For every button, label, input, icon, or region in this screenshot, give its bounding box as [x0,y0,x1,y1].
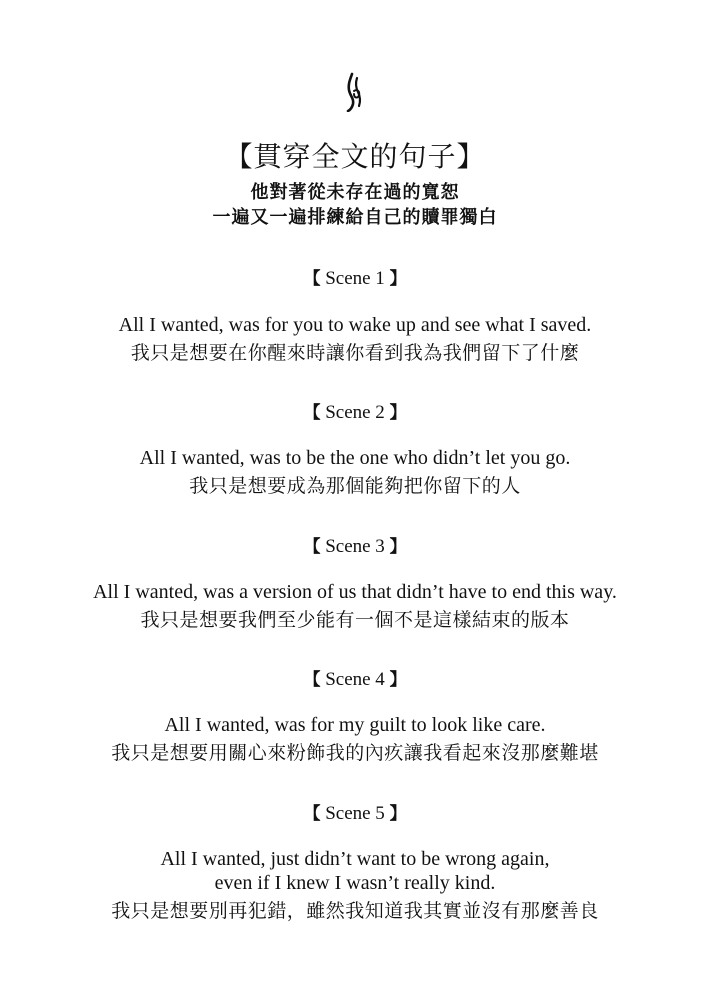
bracket-close: 】 [389,403,407,423]
bracket-close: 】 [389,269,407,289]
bracket-open: 【 [303,269,321,289]
scene-4-label: Scene 4 [325,669,385,690]
scene-5-english-line-1: All I wanted, just didn’t want to be wrong again, [160,848,550,870]
scene-3-heading [0,532,710,558]
scene-1-label: Scene 1 [325,268,385,289]
bracket-open: 【 [303,670,321,690]
scene-3-label: Scene 3 [325,536,385,557]
bracket-open: 【 [303,804,321,824]
bracket-open: 【 [303,537,321,557]
bracket-open: 【 [303,403,321,423]
scene-1-heading [0,264,710,290]
bracket-close: 】 [389,537,407,557]
scene-2-english: All I wanted, was to be the one who didn’t let you go. [139,447,571,469]
scene-2-heading [0,398,710,424]
scene-5-chinese: 我只是想要別再犯錯，雖然我知道我其實並沒有那麼善良 [111,900,599,922]
scene-2-label: Scene 2 [325,402,385,423]
scene-2-chinese: 我只是想要成為那個能夠把你留下的人 [189,475,521,497]
bracket-close: 】 [389,804,407,824]
subtitle-line-2: 一遍又一遍排練給自己的贖罪獨白 [212,207,498,228]
scene-4-heading [0,665,710,691]
scene-3-english: All I wanted, was a version of us that didn’t have to end this way. [93,581,617,603]
scene-4-english: All I wanted, was for my guilt to look like care. [164,714,546,736]
bracket-close: 】 [389,670,407,690]
page-title: 【貫穿全文的句子】 [224,140,486,173]
scene-5-heading [0,799,710,825]
scene-1-chinese: 我只是想要在你醒來時讓你看到我為我們留下了什麼 [130,342,580,364]
scene-5-english-line-2: even if I knew I wasn’t really kind. [214,872,496,894]
scene-5-label: Scene 5 [325,803,385,824]
logo-icon [340,72,370,112]
scene-1-english: All I wanted, was for you to wake up and see what I saved. [118,314,592,336]
subtitle-line-1: 他對著從未存在過的寬恕 [250,182,460,203]
scene-3-chinese: 我只是想要我們至少能有一個不是這樣結束的版本 [140,609,570,631]
scene-4-chinese: 我只是想要用關心來粉飾我的內疚讓我看起來沒那麼難堪 [111,742,599,764]
